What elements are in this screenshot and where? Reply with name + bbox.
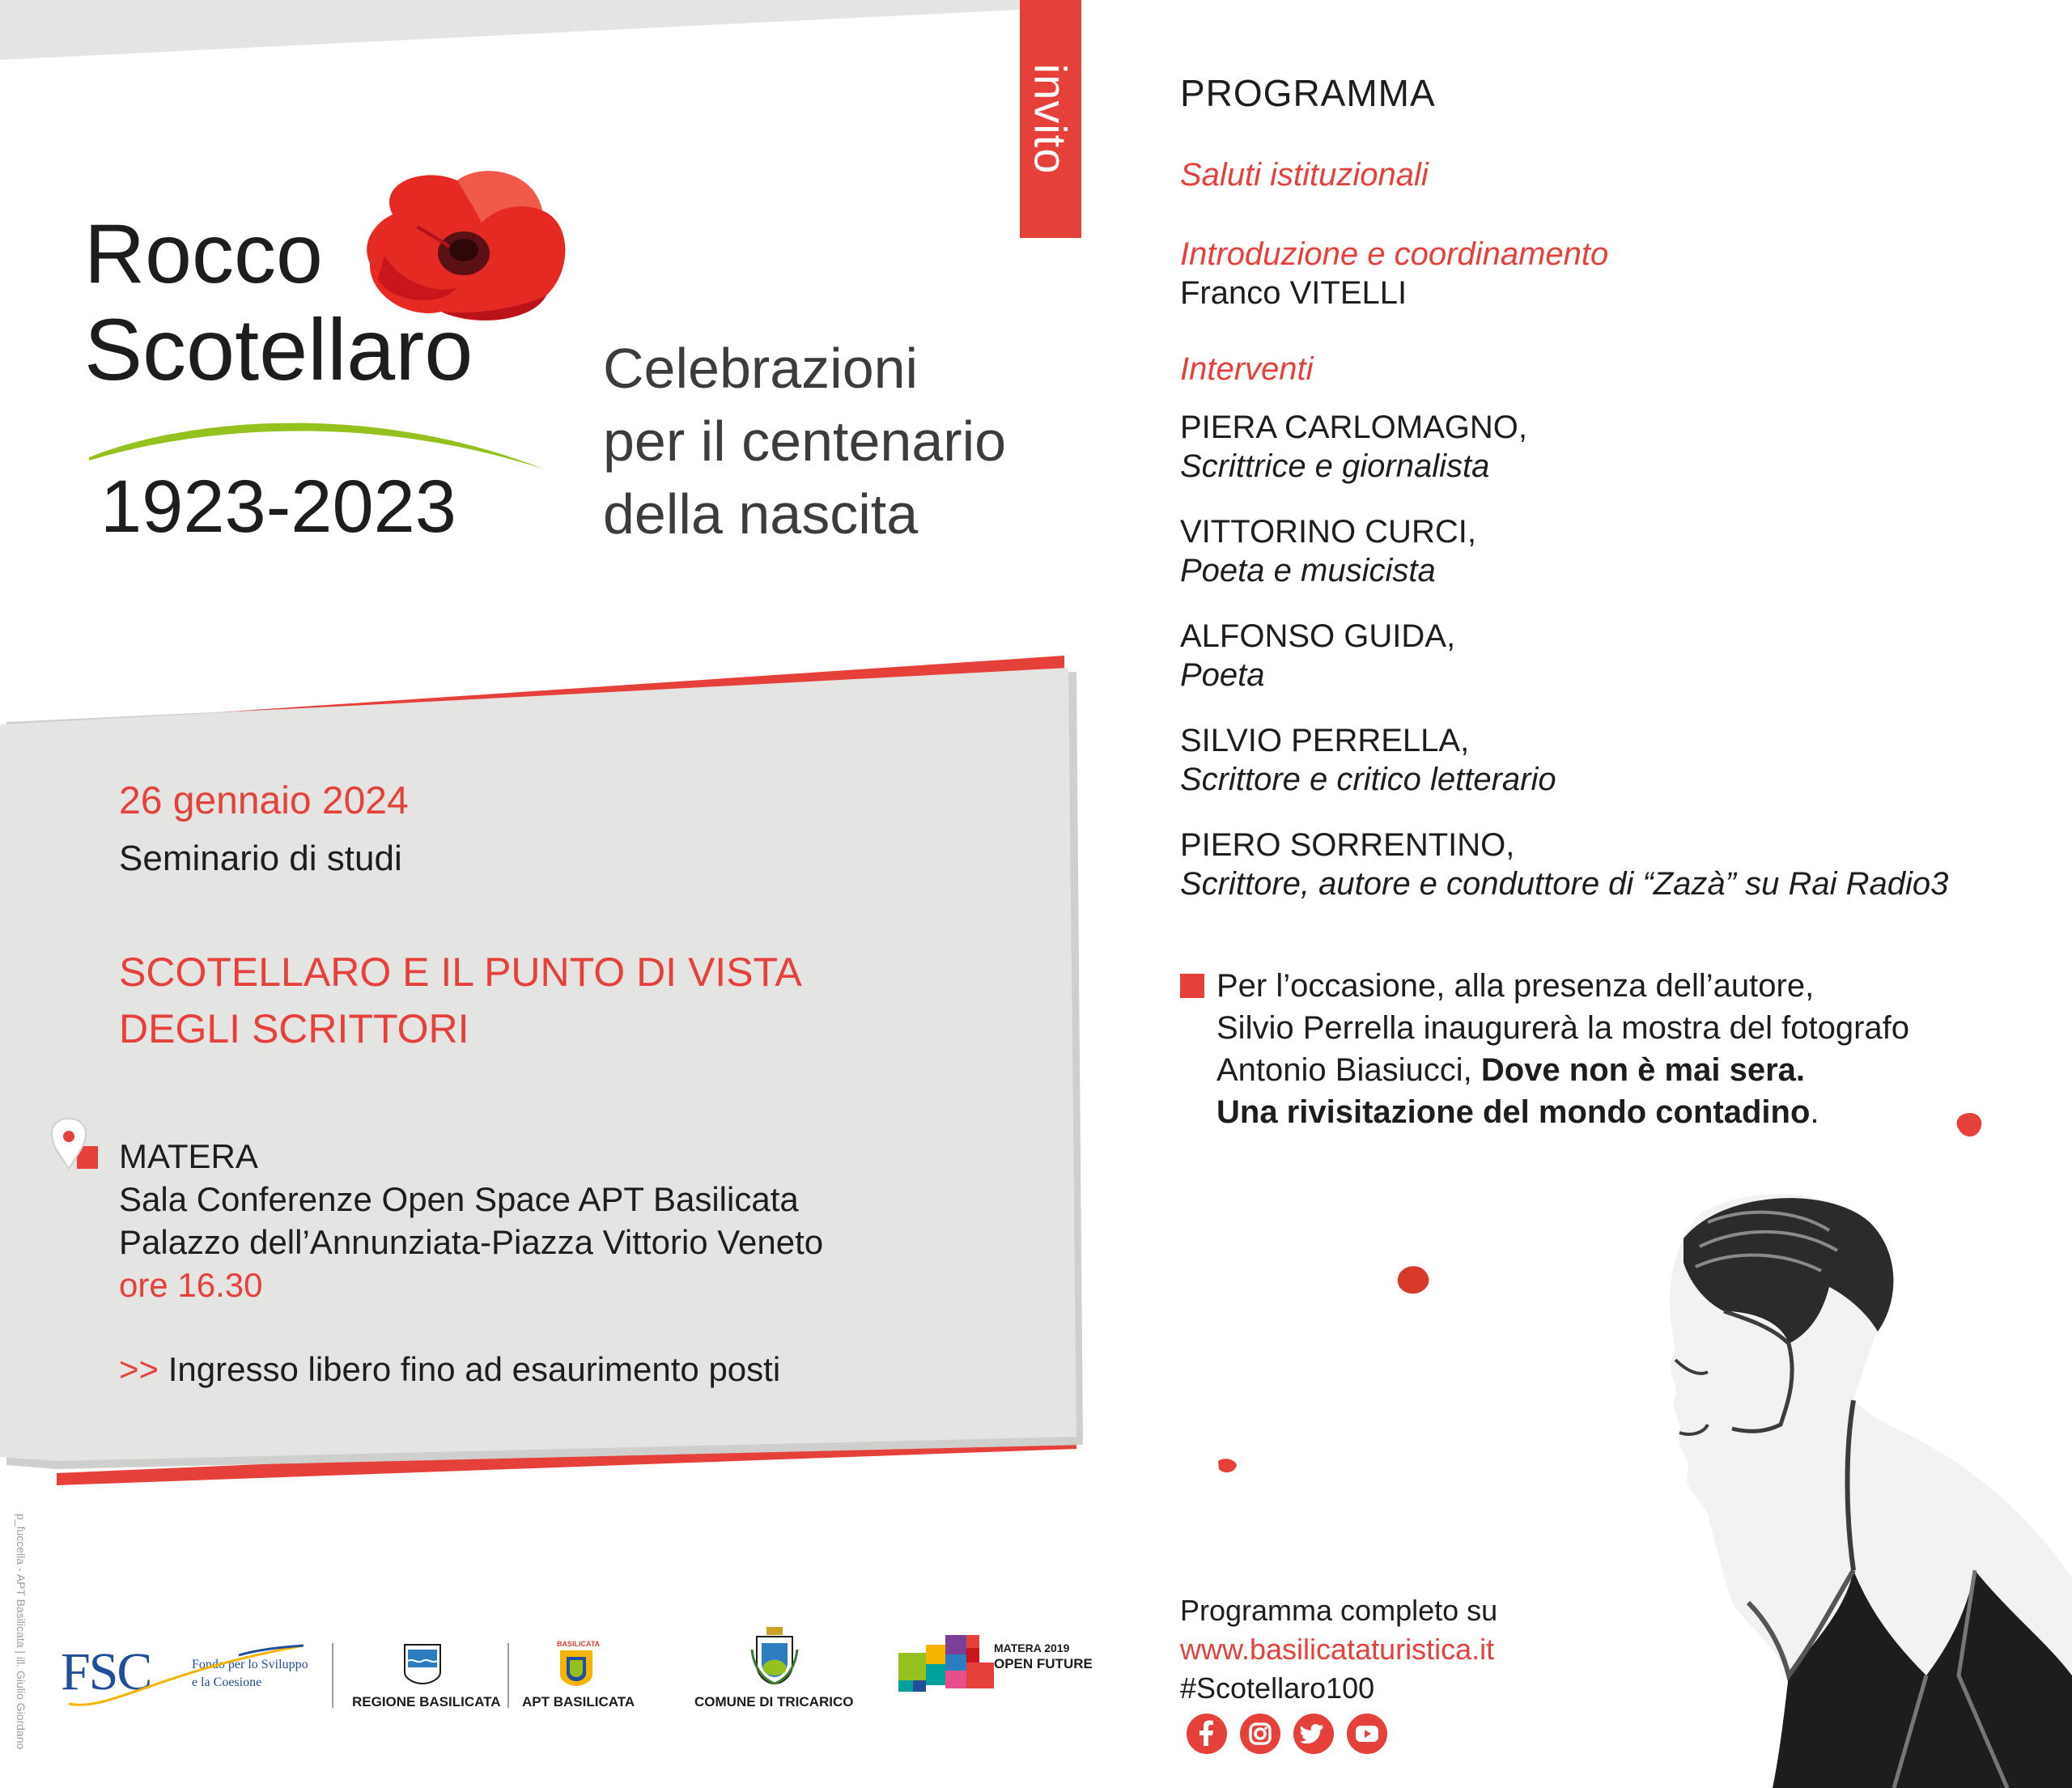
note-text: Antonio Biasiucci,	[1216, 1052, 1481, 1088]
twitter-icon[interactable]	[1293, 1714, 1334, 1754]
speaker-role: Scrittrice e giornalista	[1180, 448, 1490, 484]
entry-arrow: >>	[119, 1350, 159, 1388]
event-date: 26 gennaio 2024	[119, 779, 409, 822]
event-time: ore 16.30	[119, 1266, 263, 1304]
speaker-name: ALFONSO GUIDA,	[1180, 618, 1456, 654]
top-decorative-band	[0, 0, 1020, 60]
comune-crest-icon	[750, 1625, 799, 1687]
location-pin-icon	[45, 1115, 101, 1174]
seminar-title	[119, 944, 802, 1057]
celebrazioni-line: della nascita	[603, 482, 919, 546]
fsc-subtitle: e la Coesione	[192, 1675, 262, 1689]
speaker-role: Poeta e musicista	[1180, 553, 1436, 588]
celebrazioni-heading	[603, 332, 1006, 550]
logo-scotellaro: Scotellaro	[84, 300, 473, 398]
facebook-icon[interactable]	[1187, 1714, 1227, 1754]
speaker-item	[1180, 721, 1556, 799]
apt-emblem-icon	[558, 1649, 594, 1688]
seminar-title-line: SCOTELLARO E IL PUNTO DI VISTA	[119, 949, 802, 995]
apt-basilicata-logo	[522, 1619, 643, 1724]
intro-label: Introduzione e coordinamento	[1180, 236, 1609, 272]
venue-city: MATERA	[119, 1137, 258, 1175]
programme-link-block	[1180, 1591, 1497, 1708]
note-bullet-square	[1180, 974, 1204, 998]
entry-text: Ingresso libero fino ad esaurimento posti	[168, 1350, 781, 1388]
interventi-label: Interventi	[1180, 351, 1314, 387]
comune-tricarico-logo	[692, 1619, 870, 1724]
programme-heading: PROGRAMMA	[1180, 72, 1436, 114]
matera-label-2: OPEN FUTURE	[994, 1656, 1093, 1671]
logo-rocco: Rocco	[84, 207, 323, 301]
instagram-icon[interactable]	[1240, 1714, 1280, 1754]
speaker-name: PIERO SORRENTINO,	[1180, 827, 1515, 863]
saluti-istituzionali: Saluti istituzionali	[1180, 157, 1429, 193]
logo-divider	[332, 1643, 333, 1708]
fsc-subtitle: Fondo per lo Sviluppo	[192, 1658, 308, 1671]
speaker-role: Scrittore, autore e conduttore di “Zazà” su Rai Radio3	[1180, 866, 1949, 902]
speaker-role: Scrittore e critico letterario	[1180, 762, 1556, 797]
apt-badge-text: BASILICATA	[557, 1640, 601, 1648]
matera-2019-logo	[898, 1627, 1117, 1716]
event-venue	[119, 1135, 823, 1306]
speaker-item	[1180, 408, 1527, 486]
entry-info	[119, 1350, 780, 1389]
speaker-item	[1180, 512, 1476, 590]
scotellaro-portrait-illustration	[1586, 1190, 2072, 1788]
speaker-name: PIERA CARLOMAGNO,	[1180, 410, 1527, 445]
fsc-wordmark: FSC	[61, 1642, 151, 1701]
social-icons	[1187, 1714, 1397, 1756]
note-text: .	[1810, 1094, 1819, 1130]
matera-label-1: MATERA 2019	[994, 1641, 1070, 1654]
note-line: Silvio Perrella inaugurerà la mostra del fotografo	[1216, 1010, 1909, 1046]
speaker-item	[1180, 826, 1948, 903]
speaker-name: SILVIO PERRELLA,	[1180, 723, 1470, 758]
event-type: Seminario di studi	[119, 839, 402, 878]
exhibition-subtitle: Una rivisitazione del mondo contadino	[1216, 1094, 1811, 1130]
website-link[interactable]: www.basilicataturistica.it	[1180, 1633, 1495, 1666]
invito-label: invito	[1025, 63, 1076, 175]
fsc-swoosh	[61, 1639, 304, 1712]
youtube-icon[interactable]	[1347, 1714, 1387, 1754]
comune-label: COMUNE DI TRICARICO	[694, 1694, 854, 1709]
programma-completo-text: Programma completo su	[1180, 1594, 1498, 1627]
note-line	[1216, 1049, 1909, 1091]
logo-years: 1923-2023	[100, 465, 456, 548]
speaker-role: Poeta	[1180, 657, 1265, 693]
exhibition-title: Dove non è mai sera.	[1480, 1052, 1805, 1088]
regione-label: REGIONE BASILICATA	[352, 1694, 501, 1709]
celebrazioni-line: Celebrazioni	[603, 337, 919, 400]
green-swoosh	[87, 409, 549, 474]
regione-basilicata-logo	[348, 1619, 510, 1724]
sponsor-logos	[61, 1619, 1113, 1724]
venue-line: Palazzo dell’Annunziata-Piazza Vittorio Veneto	[119, 1223, 824, 1261]
apt-label: APT BASILICATA	[522, 1694, 635, 1709]
venue-line: Sala Conferenze Open Space APT Basilicata	[119, 1180, 799, 1218]
hashtag: #Scotellaro100	[1180, 1671, 1375, 1705]
regione-emblem-icon	[403, 1643, 442, 1685]
illustration-credit: p_fuccella - APT Basilicata | ill. Giulio Giordano	[15, 1514, 28, 1750]
intro-name: Franco VITELLI	[1180, 275, 1408, 311]
speaker-item	[1180, 617, 1455, 694]
celebrazioni-line: per il centenario	[603, 410, 1007, 473]
logo-divider	[507, 1643, 509, 1708]
seminar-title-line: DEGLI SCRITTORI	[119, 1006, 469, 1051]
invito-tab	[1020, 0, 1081, 238]
speaker-name: VITTORINO CURCI,	[1180, 514, 1476, 550]
matera-pixel-icon	[898, 1627, 996, 1708]
note-line: Per l’occasione, alla presenza dell’autore,	[1216, 968, 1815, 1004]
fsc-logo	[61, 1619, 328, 1724]
